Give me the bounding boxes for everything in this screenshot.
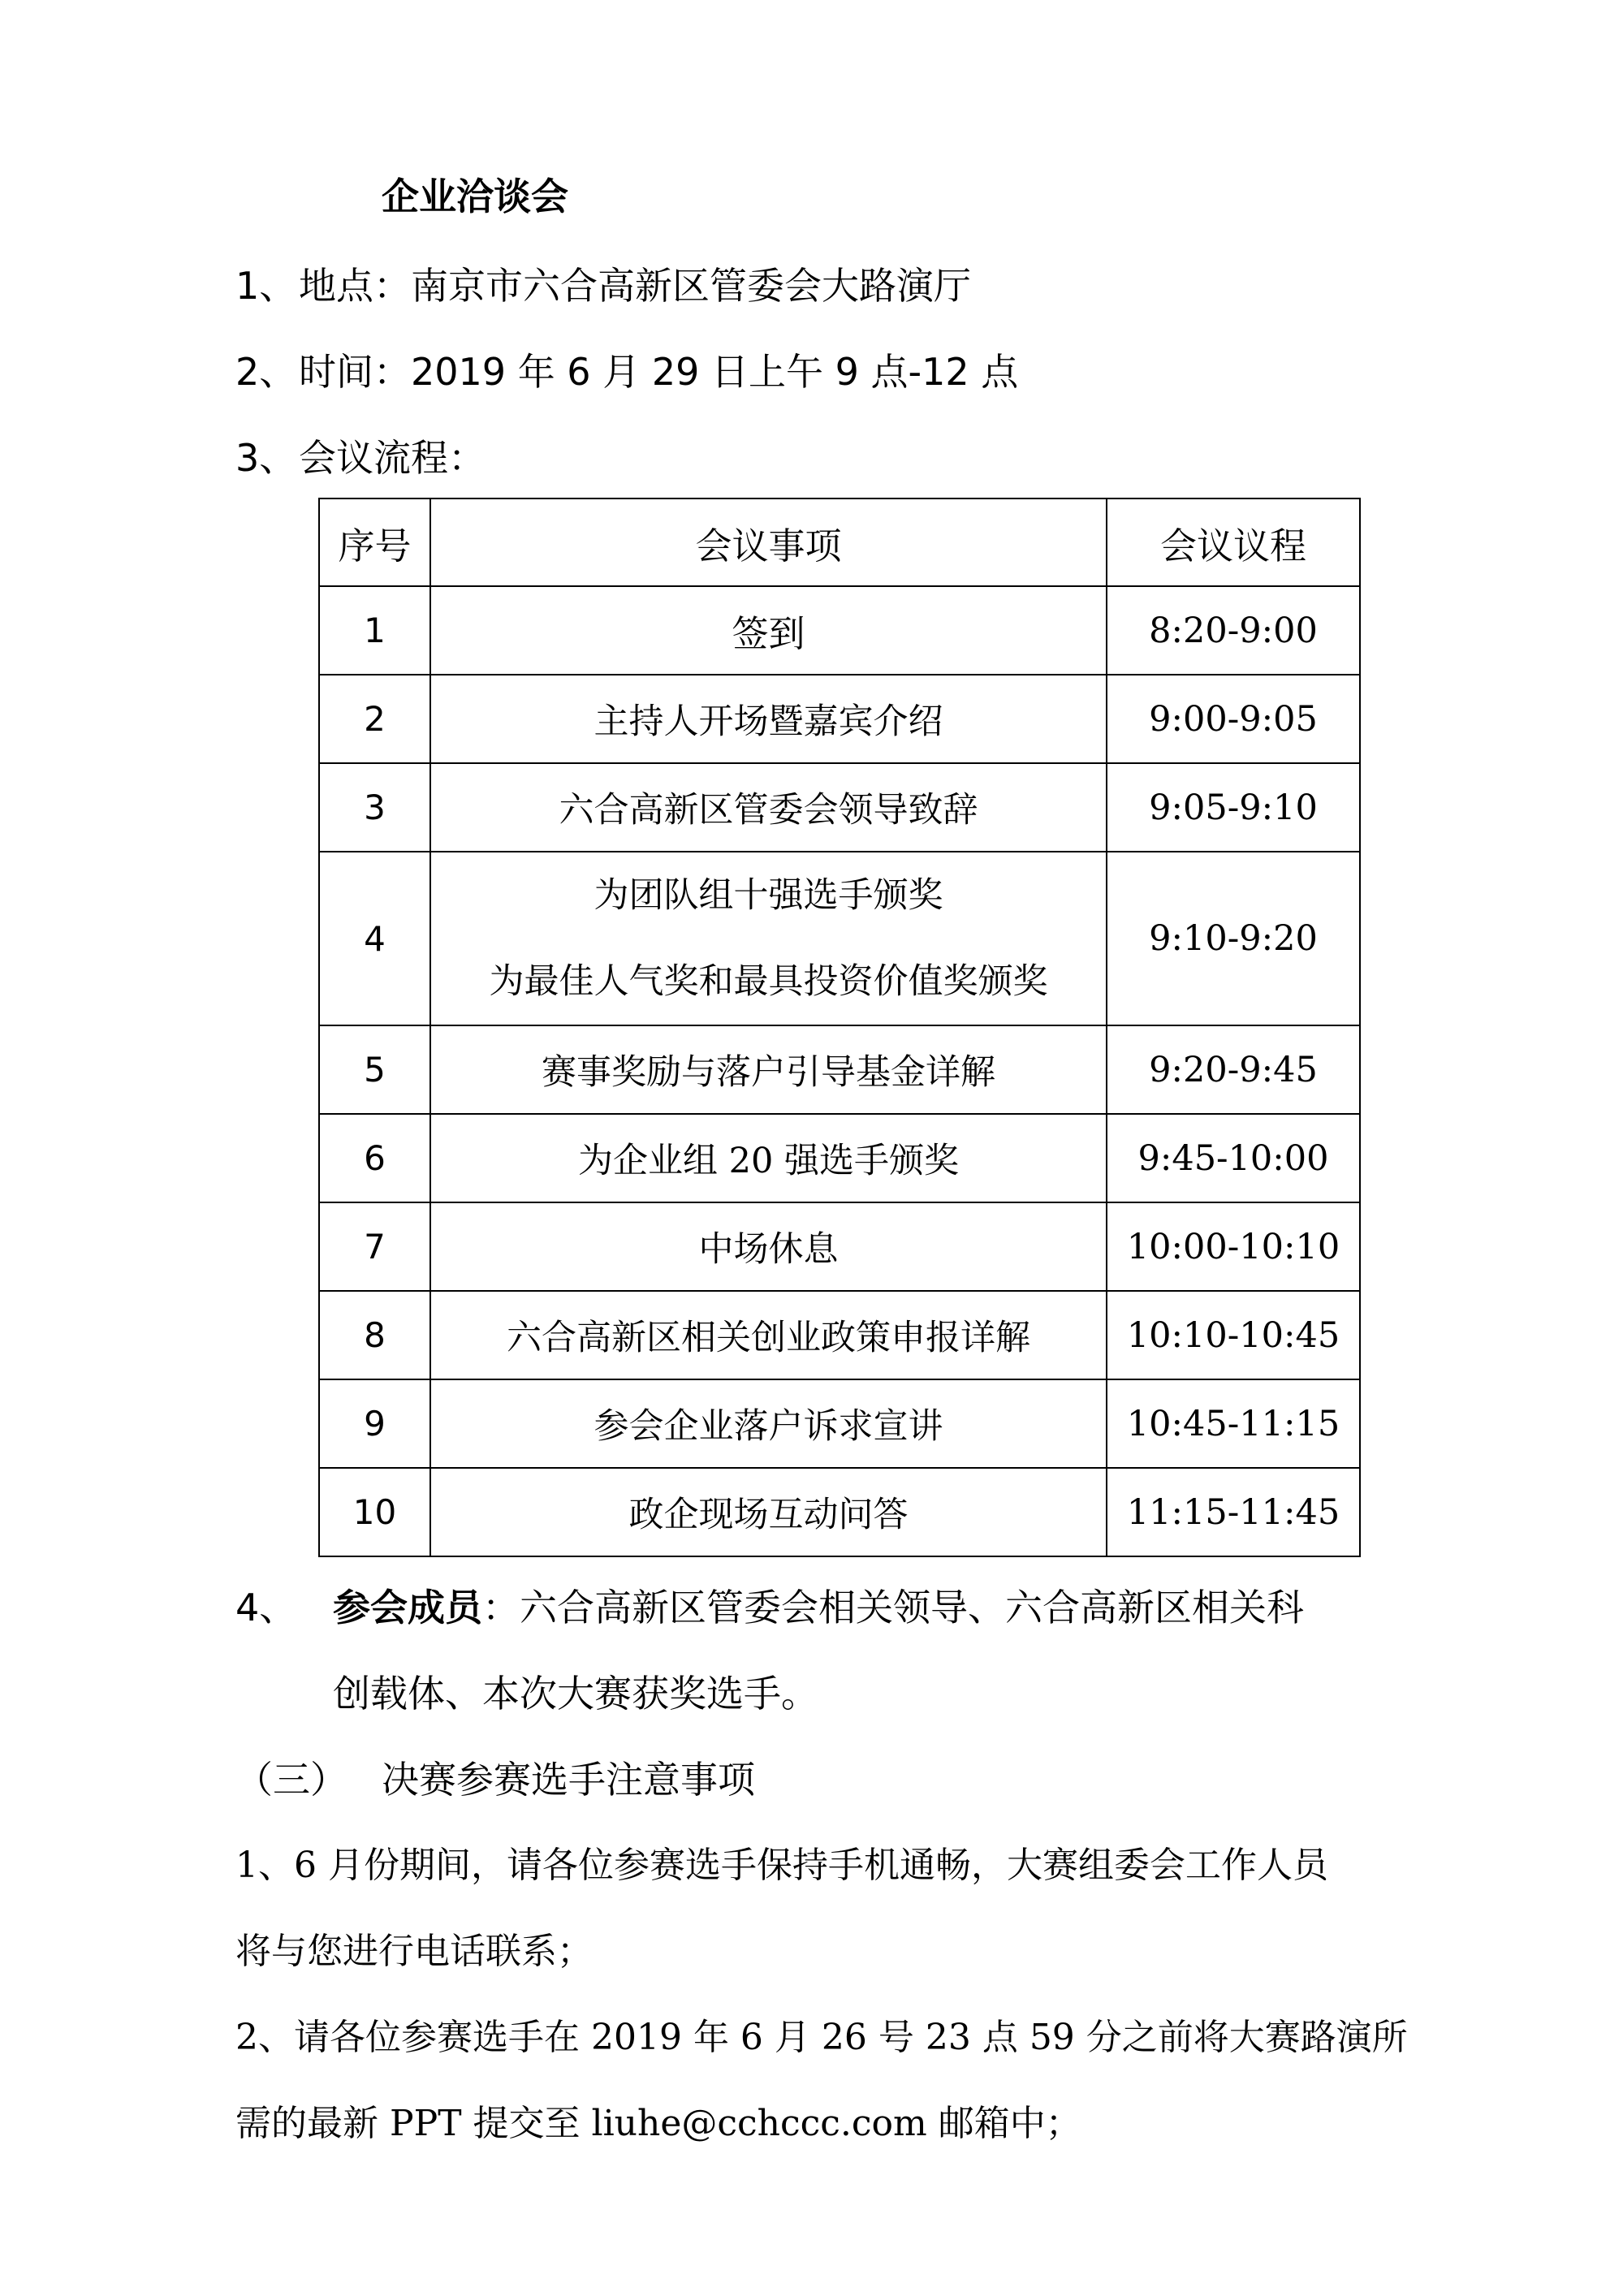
row-item: 签到 [430, 586, 1107, 675]
row-time: 10:00-10:10 [1107, 1202, 1360, 1291]
row-number: 9 [319, 1379, 430, 1468]
time-number: 2、 [235, 350, 297, 394]
members-line-1 [333, 1583, 1304, 1632]
members-label: 参会成员 [333, 1586, 482, 1629]
row-item: 政企现场互动问答 [430, 1468, 1107, 1556]
row-time: 10:10-10:45 [1107, 1291, 1360, 1379]
row-number: 7 [319, 1202, 430, 1291]
row-item: 中场休息 [430, 1202, 1107, 1291]
row-number: 5 [319, 1025, 430, 1114]
table-row [319, 1468, 1360, 1556]
location-text: 地点：南京市六合高新区管委会大路演厅 [299, 264, 971, 308]
row-number: 2 [319, 675, 430, 763]
notice-heading: 决赛参赛选手注意事项 [382, 1758, 755, 1802]
table-row [319, 1202, 1360, 1291]
table-row [319, 852, 1360, 1025]
row-number: 6 [319, 1114, 430, 1202]
section-title: 企业洽谈会 [382, 175, 568, 218]
table-header-row [319, 498, 1360, 586]
header-item: 会议事项 [430, 498, 1107, 586]
row-number: 10 [319, 1468, 430, 1556]
row-item: 参会企业落户诉求宣讲 [430, 1379, 1107, 1468]
table-row [319, 1114, 1360, 1202]
row-time: 9:00-9:05 [1107, 675, 1360, 763]
row-number: 8 [319, 1291, 430, 1379]
row-time: 9:20-9:45 [1107, 1025, 1360, 1114]
row-time: 10:45-11:15 [1107, 1379, 1360, 1468]
row-item: 赛事奖励与落户引导基金详解 [430, 1025, 1107, 1114]
members-number: 4、 [235, 1586, 297, 1629]
table-row [319, 675, 1360, 763]
row-number: 3 [319, 763, 430, 852]
row-time: 11:15-11:45 [1107, 1468, 1360, 1556]
members-line-2: 创载体、本次大赛获奖选手。 [333, 1672, 818, 1716]
row-time: 9:05-9:10 [1107, 763, 1360, 852]
table-row [319, 1025, 1360, 1114]
time-text: 时间：2019 年 6 月 29 日上午 9 点-12 点 [299, 350, 1019, 394]
notice-paragraph-line: 需的最新 PPT 提交至 liuhe@cchccc.com 邮箱中； [235, 2103, 1081, 2144]
location-number: 1、 [235, 264, 297, 308]
row-number: 1 [319, 586, 430, 675]
table-row [319, 586, 1360, 675]
table-row [319, 763, 1360, 852]
header-schedule: 会议议程 [1107, 498, 1360, 586]
row-item: 六合高新区管委会领导致辞 [430, 763, 1107, 852]
row-item: 六合高新区相关创业政策申报详解 [430, 1291, 1107, 1379]
process-text: 会议流程： [299, 436, 486, 480]
row-item-line: 为团队组十强选手颁奖 [594, 875, 943, 916]
row-time: 9:45-10:00 [1107, 1114, 1360, 1202]
notice-paragraph-line: 1、6 月份期间，请各位参赛选手保持手机通畅，大赛组委会工作人员 [235, 1845, 1328, 1886]
process-number: 3、 [235, 436, 297, 480]
row-time: 8:20-9:00 [1107, 586, 1360, 675]
notice-paragraph-line: 将与您进行电话联系； [235, 1931, 593, 1972]
row-time: 9:10-9:20 [1107, 852, 1360, 1025]
table-row [319, 1379, 1360, 1468]
notice-heading-number: （三） [235, 1758, 347, 1802]
row-item: 为企业组 20 强选手颁奖 [430, 1114, 1107, 1202]
agenda-table [318, 498, 1361, 1557]
row-item: 主持人开场暨嘉宾介绍 [430, 675, 1107, 763]
header-no: 序号 [319, 498, 430, 586]
notice-paragraph-line: 2、请各位参赛选手在 2019 年 6 月 26 号 23 点 59 分之前将大赛路演所 [235, 2017, 1408, 2058]
table-row [319, 1291, 1360, 1379]
row-item [430, 852, 1107, 1025]
row-number: 4 [319, 852, 430, 1025]
row-item-line: 为最佳人气奖和最具投资价值奖颁奖 [489, 961, 1048, 1002]
members-text: ：六合高新区管委会相关领导、六合高新区相关科 [482, 1586, 1304, 1629]
